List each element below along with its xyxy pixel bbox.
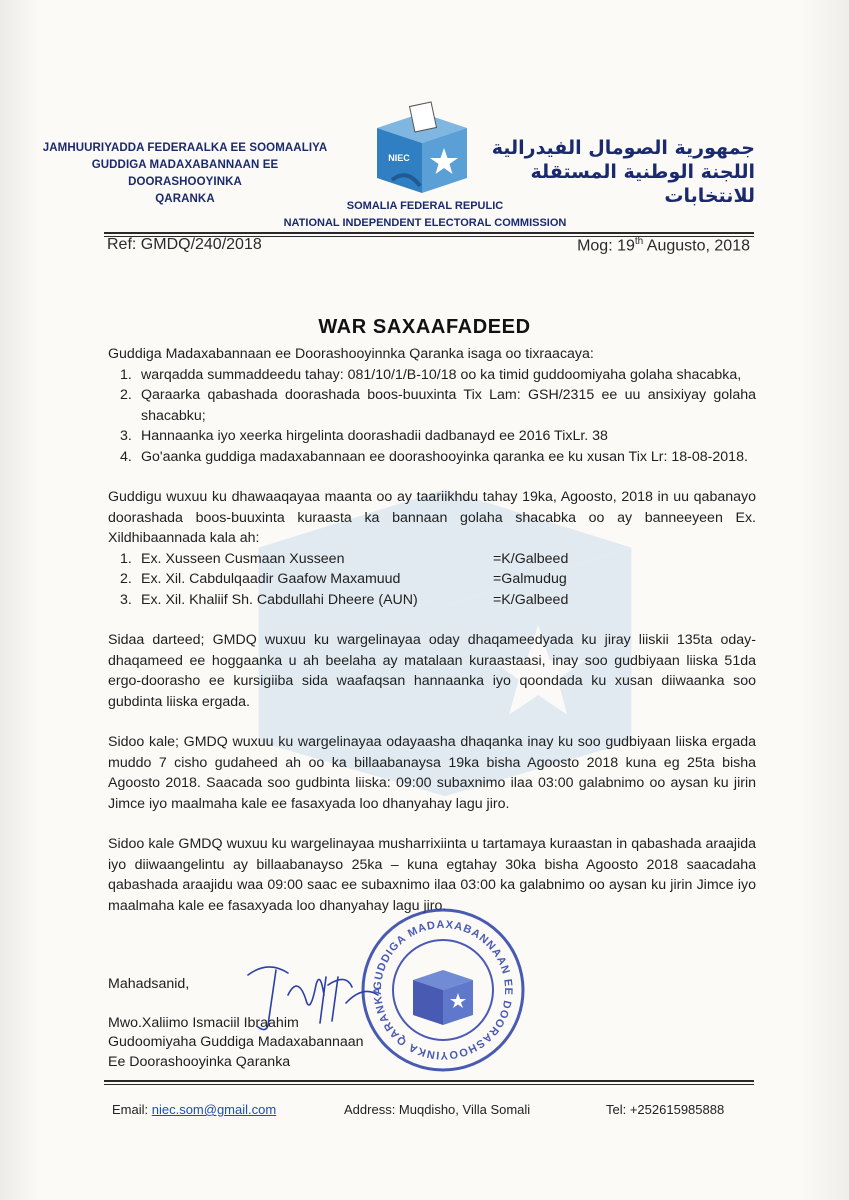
member-row xyxy=(108,590,756,611)
signatory-position-2: Ee Doorashooyinka Qaranka xyxy=(108,1053,291,1070)
list-number: 2. xyxy=(120,387,132,403)
list-item xyxy=(108,385,756,426)
signatory-name: Mwo.Xaliimo Ismaciil Ibraahim xyxy=(108,1014,299,1031)
document-date xyxy=(550,236,750,255)
member-region: =K/Galbeed xyxy=(493,591,569,608)
letterhead-center-line1: SOMALIA FEDERAL REPULIC xyxy=(346,200,504,212)
letterhead-left-line1: JAMHUURIYADDA FEDERAALKA EE SOOMAALIYA xyxy=(42,142,328,154)
date-sup: th xyxy=(634,236,644,247)
date-suffix: Augusto, 2018 xyxy=(643,237,750,255)
signature-block xyxy=(108,975,364,1072)
list-item xyxy=(108,365,756,386)
list-item xyxy=(108,447,756,468)
email-label: Email: xyxy=(112,1102,152,1117)
member-number: 3. xyxy=(120,591,132,608)
list-number: 3. xyxy=(120,428,132,444)
member-name: Ex. Xil. Khaliif Sh. Cabdullahi Dheere (AUN) xyxy=(141,591,418,608)
candidates-paragraph: Sidoo kale GMDQ wuxuu ku wargelinayaa musharrixiinta u tartamaya kuraastan in qabashada araajida iyo diiwaangelintu ay billaabanayso 25ka – kuna egtahay 30ka bisha Agoosto 2018 saacadaha qabashada araajidu waa 09:00 saac ee subaxnimo ilaa 03:00 ka galabnimo oo aysan ku jirin Jimce iyo maalmaha kale ee fasaxyada loo dhanyahay lagu jiro. xyxy=(108,836,756,914)
reference-list xyxy=(108,365,756,468)
email-link[interactable]: niec.som@gmail.com xyxy=(151,1102,277,1117)
member-row xyxy=(108,569,756,590)
list-number: 4. xyxy=(120,448,132,465)
list-text: Qaraarka qabashada doorashada boos-buuxinta Tix Lam: GSH/2315 ee uu ansixiyay golaha shacabku; xyxy=(141,387,756,424)
document-title: WAR SAXAAFADEED xyxy=(318,316,531,338)
intro-line: Guddiga Madaxabannaan ee Doorashooyinnka Qaranka isaga oo tixraacaya: xyxy=(108,346,594,362)
letterhead-left-line3: QARANKA xyxy=(155,193,215,205)
member-region: =K/Galbeed xyxy=(493,550,569,567)
stamp-text: GUDDIGA MADAXABANNAAN EE DOORASHOOYINKA QARANKA xyxy=(371,918,515,1062)
footer-telephone: Tel: +252615985888 xyxy=(606,1102,725,1117)
list-text: Hannaanka iyo xeerka hirgelinta doorashadii dadbanayd ee 2016 TixLr. 38 xyxy=(141,428,608,444)
date-prefix: Mog: 19 xyxy=(577,237,635,255)
letterhead-english xyxy=(200,198,650,232)
logo-text: NIEC xyxy=(388,153,410,163)
member-region: =Galmudug xyxy=(493,571,567,587)
member-name: Ex. Xil. Cabdulqaadir Gaafow Maxamuud xyxy=(141,571,401,587)
member-name: Ex. Xusseen Cusmaan Xusseen xyxy=(141,550,345,567)
closing-thanks: Mahadsanid, xyxy=(108,976,190,992)
footer-rule-thin xyxy=(104,1084,754,1085)
announcement-paragraph: Guddigu wuxuu ku dhawaaqayaa maanta oo ay taariikhdu tahay 19ka, Agoosto, 2018 in uu qabanayo doorashada boos-buuxinta kuraasta ka bannaan golaha shacabka oo ay banneeyeen Ex. Xildhibaannada kala ah: xyxy=(108,489,756,546)
member-number: 2. xyxy=(120,571,132,587)
header-rule xyxy=(104,232,754,234)
niec-logo xyxy=(372,98,472,198)
vacant-seats-list xyxy=(108,549,756,611)
letterhead-center-line2: NATIONAL INDEPENDENT ELECTORAL COMMISSION xyxy=(283,217,567,229)
footer-rule xyxy=(104,1080,754,1082)
reference-number: Ref: GMDQ/240/2018 xyxy=(107,236,262,253)
letterhead-left-line2: GUDDIGA MADAXABANNAAN EE DOORASHOOYINKA xyxy=(91,159,279,188)
letterhead-right-line1: جمهورية الصومال الفيدرالية xyxy=(491,137,755,159)
footer-address: Address: Muqdisho, Villa Somali xyxy=(344,1102,531,1117)
document-body xyxy=(108,344,756,936)
signatory-position: Gudoomiyaha Guddiga Madaxabannaan xyxy=(108,1034,364,1050)
list-text: warqadda summaddeedu tahay: 081/10/1/B-10/18 oo ka timid guddoomiyaha golaha shacabka, xyxy=(141,366,742,383)
list-number: 1. xyxy=(120,366,132,383)
elders-paragraph: Sidaa darteed; GMDQ wuxuu ku wargelinayaa oday dhaqameedyada ku jiray liiskii 135ta oday-dhaqameed ee hoggaanka u ah beelaha ay matalaan kuraastaasi, inay soo gudbiyaan liiska 51da ergo-doorasho ee kursigiiba sida waafaqsan hannaanka iyo qoondada ku xusan diiwaanka soo gubdinta liiska ergada. xyxy=(108,632,756,710)
footer-email xyxy=(112,1102,276,1117)
list-item xyxy=(108,426,756,447)
submission-paragraph: Sidoo kale; GMDQ wuxuu ku wargelinayaa odayaasha dhaqanka inay ku soo gudbiyaan liiska ergada muddo 7 cisho gudaheed ah oo ka billaabanaysa 19ka bisha Agoosto 2018 kuna eg 25ta bisha Agoosto 2018. Saacada soo gudbinta liiska: 09:00 subaxnimo ilaa 03:00 galabnimo oo aysan ku jirin Jimce iyo maalmaha kale ee fasaxyada loo dhanyahay lagu jiro. xyxy=(108,734,756,812)
list-text: Go'aanka guddiga madaxabannaan ee doorashooyinka qaranka ee ku xusan Tix Lr: 18-08-2018. xyxy=(141,448,748,465)
member-number: 1. xyxy=(120,550,132,567)
letterhead-right-line2: اللجنة الوطنية المستقلة للانتخابات xyxy=(530,161,755,207)
member-row xyxy=(108,549,756,570)
